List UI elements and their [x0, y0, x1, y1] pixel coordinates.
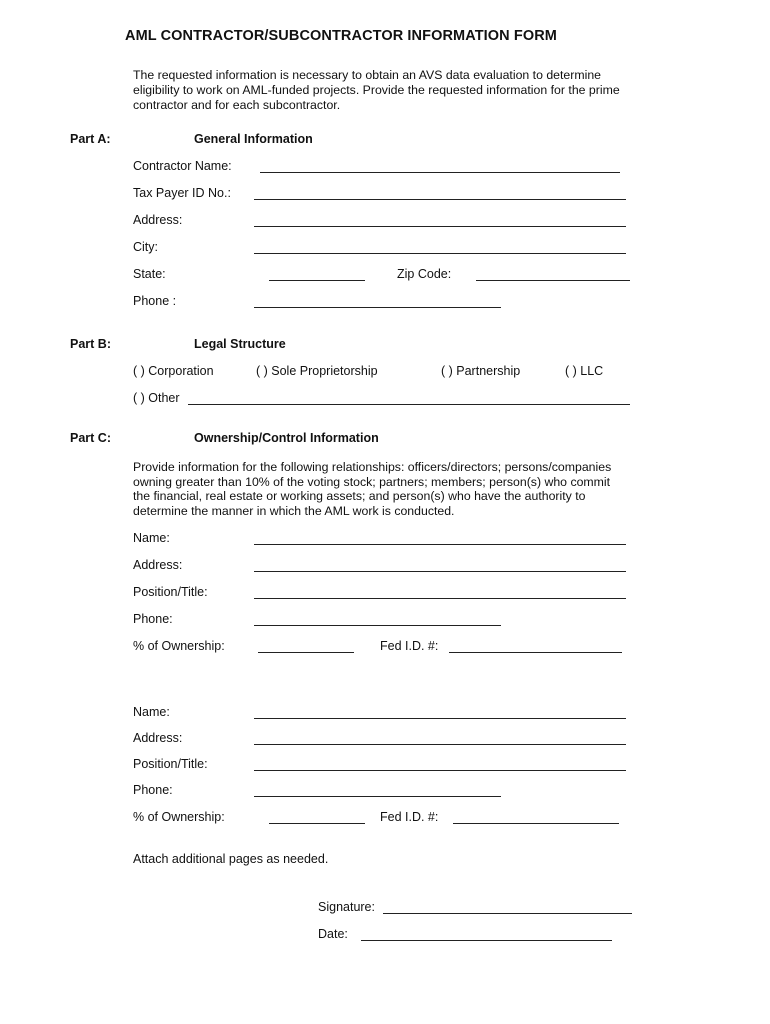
part-b-label: Part B: [70, 337, 111, 351]
owner-2-fed-id-field[interactable] [453, 809, 619, 824]
owner-2-phone-field[interactable] [254, 782, 501, 797]
address-field[interactable] [254, 212, 626, 227]
owner-2-position-label: Position/Title: [133, 757, 208, 771]
intro-text: The requested information is necessary to obtain an AVS data evaluation to determine eligibility to work on AML-funded projects. Provide the requested information for the prime contractor and for each subcontractor. [133, 68, 620, 112]
owner-1-position-label: Position/Title: [133, 585, 208, 599]
owner-1-fed-id-label: Fed I.D. #: [380, 639, 439, 653]
option-partnership[interactable]: ( ) Partnership [441, 364, 521, 378]
option-corporation[interactable]: ( ) Corporation [133, 364, 214, 378]
contractor-name-label: Contractor Name: [133, 159, 232, 173]
owner-1-address-field[interactable] [254, 557, 626, 572]
part-b-heading: Legal Structure [194, 337, 286, 351]
owner-2-ownership-label: % of Ownership: [133, 810, 225, 824]
owner-1-address-label: Address: [133, 558, 183, 572]
part-a-label: Part A: [70, 132, 111, 146]
date-label: Date: [318, 927, 348, 941]
other-field[interactable] [188, 390, 630, 405]
contractor-name-field[interactable] [260, 158, 620, 173]
ownership-instructions: Provide information for the following relationships: officers/directors; persons/companies owning greater than 10% of the voting stock; partners; members; person(s) who commit the financial, real estate or working assets; and person(s) who have the authority to determine the manner in which the AML work is conducted. [133, 460, 612, 518]
owner-1-name-label: Name: [133, 531, 170, 545]
owner-1-phone-field[interactable] [254, 611, 501, 626]
owner-1-ownership-label: % of Ownership: [133, 639, 225, 653]
zip-code-label: Zip Code: [397, 267, 452, 281]
signature-field[interactable] [383, 899, 632, 914]
owner-1-position-field[interactable] [254, 584, 626, 599]
owner-1-ownership-field[interactable] [258, 638, 354, 653]
part-c-label: Part C: [70, 431, 111, 445]
owner-2-fed-id-label: Fed I.D. #: [380, 810, 439, 824]
zip-code-field[interactable] [476, 266, 630, 281]
tax-payer-id-field[interactable] [254, 185, 626, 200]
city-field[interactable] [254, 239, 626, 254]
owner-2-position-field[interactable] [254, 756, 626, 771]
owner-1-fed-id-field[interactable] [449, 638, 622, 653]
signature-label: Signature: [318, 900, 375, 914]
tax-payer-id-label: Tax Payer ID No.: [133, 186, 231, 200]
owner-2-name-field[interactable] [254, 704, 626, 719]
option-other[interactable]: ( ) Other [133, 391, 180, 405]
part-a-heading: General Information [194, 132, 313, 146]
state-label: State: [133, 267, 166, 281]
option-llc[interactable]: ( ) LLC [565, 364, 604, 378]
form-title: AML CONTRACTOR/SUBCONTRACTOR INFORMATION FORM [125, 28, 557, 44]
owner-2-ownership-field[interactable] [269, 809, 365, 824]
option-sole-proprietorship[interactable]: ( ) Sole Proprietorship [256, 364, 378, 378]
phone-field[interactable] [254, 293, 501, 308]
owner-2-address-label: Address: [133, 731, 183, 745]
attach-note: Attach additional pages as needed. [133, 852, 329, 866]
owner-2-name-label: Name: [133, 705, 170, 719]
owner-1-phone-label: Phone: [133, 612, 173, 626]
part-c-heading: Ownership/Control Information [194, 431, 379, 445]
phone-label: Phone : [133, 294, 177, 308]
date-field[interactable] [361, 926, 612, 941]
state-field[interactable] [269, 266, 365, 281]
owner-2-phone-label: Phone: [133, 783, 173, 797]
owner-2-address-field[interactable] [254, 730, 626, 745]
address-label: Address: [133, 213, 183, 227]
owner-1-name-field[interactable] [254, 530, 626, 545]
city-label: City: [133, 240, 158, 254]
